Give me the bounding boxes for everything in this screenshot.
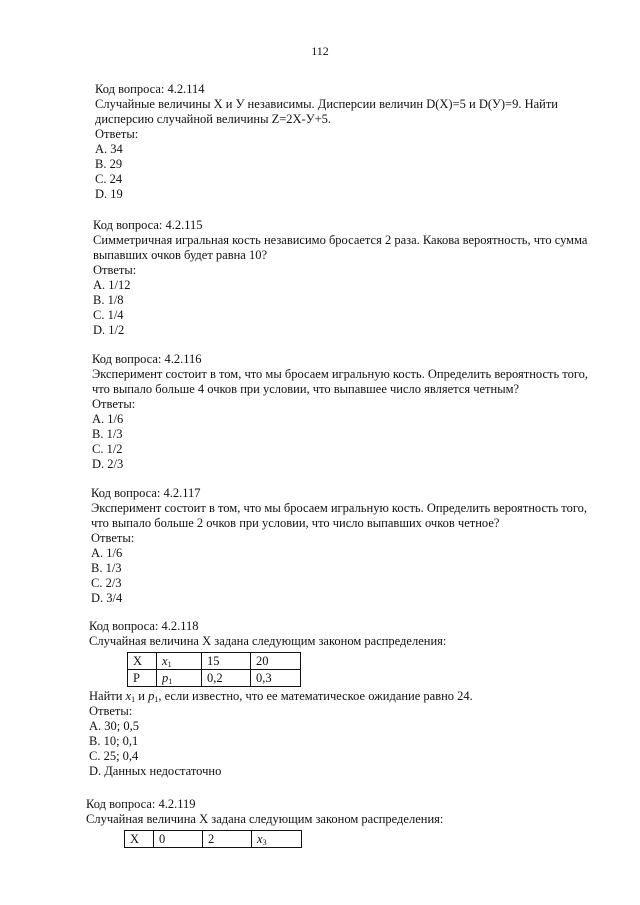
answer-option: D. 1/2 bbox=[93, 323, 125, 337]
answer-option: B. 10; 0,1 bbox=[89, 734, 139, 748]
page-number: 112 bbox=[311, 44, 329, 58]
question-text-line: Симметричная игральная кость независимо бросается 2 раза. Какова вероятность, что сумма bbox=[93, 233, 588, 247]
question-code: Код вопроса: 4.2.116 bbox=[92, 352, 202, 366]
variable: x bbox=[257, 831, 263, 846]
table-cell: 2 bbox=[203, 831, 252, 848]
question-code: Код вопроса: 4.2.115 bbox=[93, 218, 203, 232]
question-code: Код вопроса: 4.2.114 bbox=[95, 82, 205, 96]
question-text-line: дисперсию случайной величины Z=2X-У+5. bbox=[95, 112, 331, 126]
table-cell: 0,3 bbox=[251, 670, 301, 687]
answer-option: A. 34 bbox=[95, 142, 123, 156]
answer-option: A. 1/6 bbox=[92, 412, 124, 426]
answer-option: C. 25; 0,4 bbox=[89, 749, 139, 763]
answers-label: Ответы: bbox=[95, 127, 139, 141]
answers-label: Ответы: bbox=[89, 704, 133, 718]
answer-option: B. 1/3 bbox=[91, 561, 122, 575]
question-4-2-114 bbox=[95, 82, 640, 202]
distribution-table bbox=[127, 652, 301, 687]
answer-option: B. 1/3 bbox=[92, 427, 123, 441]
answers-label: Ответы: bbox=[91, 531, 135, 545]
question-4-2-119 bbox=[86, 797, 640, 850]
answer-option: D. 19 bbox=[95, 187, 123, 201]
table-cell bbox=[157, 670, 202, 687]
question-text-line: выпавших очков будет равна 10? bbox=[93, 248, 268, 262]
answer-option: D. Данных недостаточно bbox=[89, 764, 222, 778]
subscript: 1 bbox=[154, 695, 159, 704]
variable: p bbox=[162, 670, 169, 685]
answer-option: B. 29 bbox=[95, 157, 123, 171]
question-4-2-118 bbox=[89, 619, 640, 779]
table-cell: 0 bbox=[154, 831, 203, 848]
subscript: 1 bbox=[167, 659, 172, 669]
question-intro: Случайная величина X задана следующим законом распределения: bbox=[86, 812, 444, 826]
text-fragment: и bbox=[135, 689, 149, 703]
answers-label: Ответы: bbox=[92, 397, 136, 411]
subscript: 3 bbox=[262, 837, 267, 847]
table-cell: X bbox=[125, 831, 154, 848]
answer-option: C. 1/4 bbox=[93, 308, 124, 322]
table-cell bbox=[157, 653, 202, 670]
answer-option: A. 30; 0,5 bbox=[89, 719, 139, 733]
variable: x bbox=[125, 689, 132, 703]
question-code: Код вопроса: 4.2.117 bbox=[91, 486, 201, 500]
question-4-2-117 bbox=[91, 486, 640, 606]
variable: p bbox=[148, 689, 155, 703]
question-text-line: что выпало больше 4 очков при условии, что выпавшее число является четным? bbox=[92, 382, 520, 396]
question-code: Код вопроса: 4.2.118 bbox=[89, 619, 199, 633]
question-intro: Случайная величина X задана следующим законом распределения: bbox=[89, 634, 447, 648]
table-cell: 0,2 bbox=[202, 670, 251, 687]
answer-option: B. 1/8 bbox=[93, 293, 124, 307]
answer-option: D. 3/4 bbox=[91, 591, 123, 605]
table-cell: 20 bbox=[251, 653, 301, 670]
text-fragment: Найти bbox=[89, 689, 126, 703]
answer-option: D. 2/3 bbox=[92, 457, 124, 471]
subscript: 1 bbox=[168, 676, 173, 686]
table-cell: X bbox=[128, 653, 157, 670]
answer-option: C. 2/3 bbox=[91, 576, 122, 590]
question-text-line: Эксперимент состоит в том, что мы бросаем игральную кость. Определить вероятность того, bbox=[91, 501, 588, 515]
question-4-2-116 bbox=[92, 352, 640, 472]
table-row bbox=[128, 653, 301, 670]
subscript: 1 bbox=[131, 695, 136, 704]
table-cell: P bbox=[128, 670, 157, 687]
question-code: Код вопроса: 4.2.119 bbox=[86, 797, 196, 811]
question-4-2-115 bbox=[93, 218, 640, 338]
answer-option: C. 1/2 bbox=[92, 442, 123, 456]
answer-option: A. 1/6 bbox=[91, 546, 123, 560]
question-text-line: Случайные величины X и У независимы. Дисперсии величин D(X)=5 и D(У)=9. Найти bbox=[95, 97, 558, 111]
question-text-line: Эксперимент состоит в том, что мы бросаем игральную кость. Определить вероятность того, bbox=[92, 367, 589, 381]
answer-option: A. 1/12 bbox=[93, 278, 131, 292]
text-fragment: , если известно, что ее математическое ожидание равно 24. bbox=[158, 689, 473, 703]
variable: x bbox=[162, 653, 168, 668]
table-row bbox=[125, 831, 302, 848]
answer-option: C. 24 bbox=[95, 172, 123, 186]
question-text-line bbox=[89, 689, 640, 704]
question-text-line: что выпало больше 2 очков при условии, что число выпавших очков четное? bbox=[91, 516, 500, 530]
table-cell: 15 bbox=[202, 653, 251, 670]
answers-label: Ответы: bbox=[93, 263, 137, 277]
table-row bbox=[128, 670, 301, 687]
table-cell bbox=[252, 831, 302, 848]
distribution-table bbox=[124, 830, 302, 848]
